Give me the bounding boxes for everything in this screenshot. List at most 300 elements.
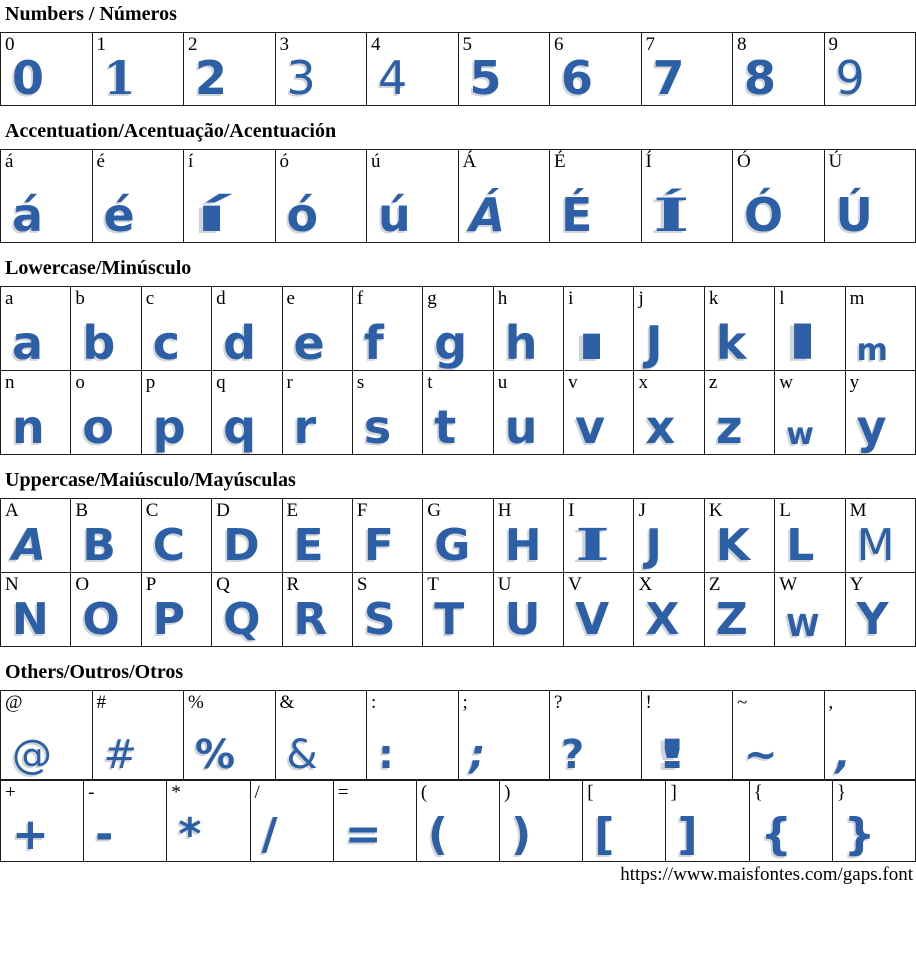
glyph-cell: [353, 287, 423, 371]
character-label: I: [568, 500, 574, 522]
glyph-cell: [846, 573, 916, 647]
character-label: s: [357, 372, 364, 394]
character-label: á: [5, 151, 13, 173]
glyph-cell: [705, 287, 775, 371]
font-glyph: ;: [470, 735, 486, 775]
font-glyph: Y: [857, 598, 889, 642]
font-glyph: 2: [195, 55, 227, 101]
character-label: í: [188, 151, 193, 173]
glyph-cell: [283, 371, 353, 455]
character-label: z: [709, 372, 717, 394]
font-glyph: m: [857, 336, 888, 366]
character-label: C: [146, 500, 159, 522]
font-glyph: :: [378, 735, 394, 775]
glyph-cell: [276, 33, 368, 106]
character-label: H: [498, 500, 512, 522]
glyph-cell: [775, 371, 845, 455]
glyph-cell: [93, 33, 185, 106]
glyph-cell: [494, 371, 564, 455]
glyph-cell: [846, 371, 916, 455]
character-label: V: [568, 574, 582, 596]
character-label: (: [421, 782, 427, 804]
font-glyph: H: [505, 524, 542, 568]
glyph-cell: [642, 33, 734, 106]
glyph-cell: [550, 691, 642, 780]
character-label: m: [850, 288, 865, 310]
glyph-cell: [283, 287, 353, 371]
glyph-cell: [825, 33, 916, 106]
glyph-cell: [1, 33, 93, 106]
character-label: Á: [463, 151, 477, 173]
font-glyph: }: [844, 813, 875, 857]
glyph-cell: [459, 691, 551, 780]
character-label: b: [75, 288, 85, 310]
font-glyph: N: [12, 598, 49, 642]
character-label: M: [850, 500, 867, 522]
font-glyph: /: [262, 813, 278, 857]
glyph-cell: [353, 371, 423, 455]
font-glyph: Z: [716, 598, 748, 642]
character-label: 1: [97, 34, 107, 56]
font-glyph: p: [153, 404, 186, 450]
font-glyph: l: [786, 320, 819, 366]
character-label: /: [255, 782, 260, 804]
glyph-cell: [564, 499, 634, 573]
character-label: j: [638, 288, 643, 310]
font-glyph: (: [428, 813, 448, 857]
character-label: p: [146, 372, 156, 394]
lowercase-row-2: [0, 371, 916, 455]
font-glyph: -: [95, 813, 113, 857]
glyph-cell: [733, 691, 825, 780]
character-label: É: [554, 151, 566, 173]
character-label: A: [5, 500, 19, 522]
font-glyph: X: [645, 598, 679, 642]
character-label: &: [280, 692, 295, 714]
character-label: }: [837, 782, 846, 804]
glyph-cell: [283, 573, 353, 647]
glyph-cell: [705, 573, 775, 647]
character-label: r: [287, 372, 293, 394]
font-glyph: D: [223, 524, 260, 568]
character-label: y: [850, 372, 860, 394]
glyph-cell: [167, 781, 250, 862]
glyph-cell: [142, 371, 212, 455]
glyph-cell: [184, 33, 276, 106]
character-label: U: [498, 574, 512, 596]
character-label: ú: [371, 151, 381, 173]
character-label: 8: [737, 34, 747, 56]
character-label: d: [216, 288, 226, 310]
character-label: ]: [670, 782, 676, 804]
character-label: ;: [463, 692, 468, 714]
font-glyph: n: [12, 404, 45, 450]
glyph-cell: [564, 573, 634, 647]
character-label: Y: [850, 574, 864, 596]
glyph-cell: [283, 499, 353, 573]
font-glyph: c: [153, 320, 180, 366]
character-label: G: [427, 500, 441, 522]
glyph-cell: [1, 573, 71, 647]
glyph-cell: [1, 371, 71, 455]
font-glyph: [: [594, 813, 614, 857]
font-glyph: 0: [12, 55, 44, 101]
glyph-cell: [634, 287, 704, 371]
font-glyph: R: [294, 598, 328, 642]
character-label: =: [338, 782, 349, 804]
others-row-2: [0, 781, 916, 862]
font-glyph: ): [511, 813, 531, 857]
character-label: g: [427, 288, 437, 310]
font-glyph: @: [12, 735, 52, 775]
font-glyph: Í: [653, 192, 690, 238]
character-label: O: [75, 574, 89, 596]
font-glyph: r: [294, 404, 317, 450]
font-glyph: %: [195, 735, 235, 775]
glyph-cell: [212, 371, 282, 455]
font-glyph: o: [82, 404, 114, 450]
character-label: Ú: [829, 151, 843, 173]
glyph-cell: [550, 150, 642, 243]
font-glyph: d: [223, 320, 256, 366]
glyph-cell: [367, 150, 459, 243]
glyph-cell: [825, 150, 916, 243]
glyph-cell: [423, 499, 493, 573]
font-glyph: f: [364, 320, 384, 366]
character-label: 9: [829, 34, 839, 56]
character-label: h: [498, 288, 508, 310]
others-table-1: [0, 690, 916, 780]
font-glyph: z: [716, 404, 743, 450]
font-glyph: Q: [223, 598, 260, 642]
font-glyph: É: [561, 192, 592, 238]
glyph-cell: [417, 781, 500, 862]
character-label: !: [646, 692, 652, 714]
glyph-cell: [212, 287, 282, 371]
glyph-cell: [750, 781, 833, 862]
character-label: %: [188, 692, 204, 714]
character-label: S: [357, 574, 368, 596]
character-label: #: [97, 692, 107, 714]
character-label: 7: [646, 34, 656, 56]
character-label: :: [371, 692, 376, 714]
glyph-cell: [93, 691, 185, 780]
font-glyph: O: [82, 598, 119, 642]
glyph-cell: [775, 287, 845, 371]
font-glyph: x: [645, 404, 675, 450]
character-label: K: [709, 500, 723, 522]
glyph-cell: [71, 287, 141, 371]
font-glyph: á: [12, 192, 43, 238]
character-label: ó: [280, 151, 290, 173]
font-glyph: C: [153, 524, 185, 568]
font-glyph: ,: [836, 735, 851, 775]
glyph-cell: [142, 287, 212, 371]
character-label: ): [504, 782, 510, 804]
font-glyph: ı: [575, 320, 608, 366]
glyph-cell: [353, 573, 423, 647]
font-glyph: G: [434, 524, 470, 568]
lowercase-table: [0, 286, 916, 455]
font-glyph: q: [223, 404, 256, 450]
glyph-cell: [334, 781, 417, 862]
font-glyph: ú: [378, 192, 411, 238]
glyph-cell: [550, 33, 642, 106]
glyph-cell: [642, 150, 734, 243]
font-glyph: é: [104, 192, 135, 238]
character-label: X: [638, 574, 652, 596]
font-glyph: L: [786, 524, 814, 568]
font-glyph: a: [12, 320, 43, 366]
glyph-cell: [500, 781, 583, 862]
uppercase-row-2: [0, 573, 916, 647]
font-glyph: !: [653, 735, 691, 775]
character-label: R: [287, 574, 300, 596]
font-glyph: +: [12, 813, 49, 857]
character-label: {: [754, 782, 763, 804]
font-glyph: Ó: [744, 192, 783, 238]
source-url: https://www.maisfontes.com/gaps.font: [0, 864, 916, 886]
glyph-cell: [1, 150, 93, 243]
font-glyph: W: [786, 612, 819, 642]
font-glyph: U: [505, 598, 541, 642]
font-glyph: w: [786, 420, 814, 450]
character-label: L: [779, 500, 791, 522]
character-label: x: [638, 372, 648, 394]
others-table-2: [0, 780, 916, 862]
section-title-uppercase: Uppercase/Maiúsculo/Mayúsculas: [5, 469, 916, 492]
font-glyph: M: [857, 524, 895, 568]
character-label: ?: [554, 692, 562, 714]
character-label: E: [287, 500, 299, 522]
glyph-cell: [494, 287, 564, 371]
font-glyph: I: [575, 524, 610, 568]
font-glyph: Á: [470, 192, 506, 238]
font-glyph: 4: [378, 55, 407, 101]
character-label: o: [75, 372, 85, 394]
glyph-cell: [276, 691, 368, 780]
glyph-cell: [564, 287, 634, 371]
character-label: *: [171, 782, 181, 804]
character-label: -: [88, 782, 94, 804]
lowercase-row-1: [0, 287, 916, 371]
character-label: f: [357, 288, 363, 310]
font-glyph: K: [716, 524, 750, 568]
glyph-cell: [459, 33, 551, 106]
font-glyph: ó: [287, 192, 319, 238]
glyph-cell: [705, 499, 775, 573]
font-glyph: =: [345, 813, 382, 857]
character-label: Ó: [737, 151, 751, 173]
character-label: [: [587, 782, 593, 804]
glyph-cell: [705, 371, 775, 455]
character-label: w: [779, 372, 793, 394]
glyph-cell: [367, 33, 459, 106]
character-label: N: [5, 574, 19, 596]
character-label: Í: [646, 151, 652, 173]
section-title-others: Others/Outros/Otros: [5, 661, 916, 684]
font-glyph: 5: [470, 55, 502, 101]
glyph-cell: [71, 499, 141, 573]
font-glyph: í: [195, 192, 228, 238]
glyph-cell: [142, 573, 212, 647]
font-glyph: E: [294, 524, 324, 568]
uppercase-table: [0, 498, 916, 647]
glyph-cell: [276, 150, 368, 243]
character-label: 3: [280, 34, 290, 56]
glyph-cell: [423, 287, 493, 371]
font-glyph: 9: [836, 55, 865, 101]
glyph-cell: [733, 150, 825, 243]
accentuation-row: [0, 150, 916, 243]
character-label: J: [638, 500, 645, 522]
glyph-cell: [184, 691, 276, 780]
character-label: v: [568, 372, 578, 394]
glyph-cell: [84, 781, 167, 862]
glyph-cell: [423, 573, 493, 647]
font-glyph: Ú: [836, 192, 873, 238]
character-label: l: [779, 288, 784, 310]
glyph-cell: [634, 573, 704, 647]
glyph-cell: [583, 781, 666, 862]
font-glyph: e: [294, 320, 325, 366]
glyph-cell: [353, 499, 423, 573]
numbers-table: [0, 32, 916, 106]
font-glyph: 8: [744, 55, 776, 101]
character-label: ,: [829, 692, 834, 714]
font-glyph: ]: [677, 813, 697, 857]
character-label: e: [287, 288, 295, 310]
glyph-cell: [666, 781, 749, 862]
character-label: a: [5, 288, 13, 310]
character-label: Q: [216, 574, 230, 596]
glyph-cell: [1, 691, 93, 780]
numbers-row: [0, 33, 916, 106]
glyph-cell: [71, 371, 141, 455]
glyph-cell: [833, 781, 916, 862]
glyph-cell: [846, 287, 916, 371]
font-glyph: A: [12, 524, 46, 568]
font-glyph: ?: [561, 735, 584, 775]
font-glyph: k: [716, 320, 747, 366]
font-glyph: ~: [744, 735, 778, 775]
section-title-lowercase: Lowercase/Minúsculo: [5, 257, 916, 280]
character-label: +: [5, 782, 16, 804]
character-label: k: [709, 288, 719, 310]
font-glyph: v: [575, 404, 605, 450]
character-label: c: [146, 288, 154, 310]
glyph-cell: [775, 499, 845, 573]
font-glyph: J: [645, 320, 662, 366]
glyph-cell: [846, 499, 916, 573]
character-label: 4: [371, 34, 381, 56]
character-label: W: [779, 574, 797, 596]
font-glyph: #: [104, 735, 138, 775]
character-label: 2: [188, 34, 198, 56]
glyph-cell: [212, 499, 282, 573]
character-label: D: [216, 500, 230, 522]
glyph-cell: [825, 691, 916, 780]
font-glyph: 6: [561, 55, 593, 101]
glyph-cell: [1, 287, 71, 371]
glyph-cell: [251, 781, 334, 862]
section-title-numbers: Numbers / Números: [5, 3, 916, 26]
font-glyph: y: [857, 404, 887, 450]
character-label: 6: [554, 34, 564, 56]
section-title-accentuation: Accentuation/Acentuação/Acentuación: [5, 120, 916, 143]
font-glyph: &: [287, 735, 318, 775]
font-glyph: g: [434, 320, 467, 366]
font-glyph: T: [434, 598, 464, 642]
font-glyph: V: [575, 598, 609, 642]
character-label: T: [427, 574, 439, 596]
glyph-cell: [142, 499, 212, 573]
font-glyph: s: [364, 404, 391, 450]
character-label: ~: [737, 692, 747, 714]
glyph-cell: [733, 33, 825, 106]
font-glyph: F: [364, 524, 394, 568]
font-glyph: 3: [287, 55, 316, 101]
glyph-cell: [71, 573, 141, 647]
font-glyph: *: [178, 813, 201, 857]
character-label: Z: [709, 574, 721, 596]
glyph-cell: [459, 150, 551, 243]
character-label: B: [75, 500, 88, 522]
glyph-cell: [634, 499, 704, 573]
character-label: 0: [5, 34, 15, 56]
glyph-cell: [184, 150, 276, 243]
glyph-cell: [423, 371, 493, 455]
font-glyph: t: [434, 404, 456, 450]
glyph-cell: [367, 691, 459, 780]
uppercase-row-1: [0, 499, 916, 573]
font-glyph: 1: [104, 55, 136, 101]
character-label: u: [498, 372, 508, 394]
glyph-cell: [634, 371, 704, 455]
character-label: n: [5, 372, 15, 394]
font-glyph: B: [82, 524, 116, 568]
font-glyph: h: [505, 320, 538, 366]
glyph-cell: [93, 150, 185, 243]
font-glyph: {: [761, 813, 792, 857]
glyph-cell: [1, 499, 71, 573]
font-glyph: 7: [653, 55, 685, 101]
glyph-cell: [642, 691, 734, 780]
font-glyph: b: [82, 320, 115, 366]
font-glyph: u: [505, 404, 538, 450]
glyph-cell: [494, 573, 564, 647]
font-glyph: J: [645, 524, 661, 568]
character-label: F: [357, 500, 368, 522]
character-label: é: [97, 151, 105, 173]
character-label: q: [216, 372, 226, 394]
character-label: 5: [463, 34, 473, 56]
glyph-cell: [564, 371, 634, 455]
glyph-cell: [494, 499, 564, 573]
glyph-cell: [212, 573, 282, 647]
character-label: i: [568, 288, 573, 310]
font-glyph: P: [153, 598, 185, 642]
others-row-1: [0, 691, 916, 780]
accentuation-table: [0, 149, 916, 243]
character-label: P: [146, 574, 157, 596]
character-label: @: [5, 692, 23, 714]
glyph-cell: [775, 573, 845, 647]
glyph-cell: [1, 781, 84, 862]
font-specimen-page: [0, 3, 916, 886]
character-label: t: [427, 372, 432, 394]
font-glyph: S: [364, 598, 396, 642]
